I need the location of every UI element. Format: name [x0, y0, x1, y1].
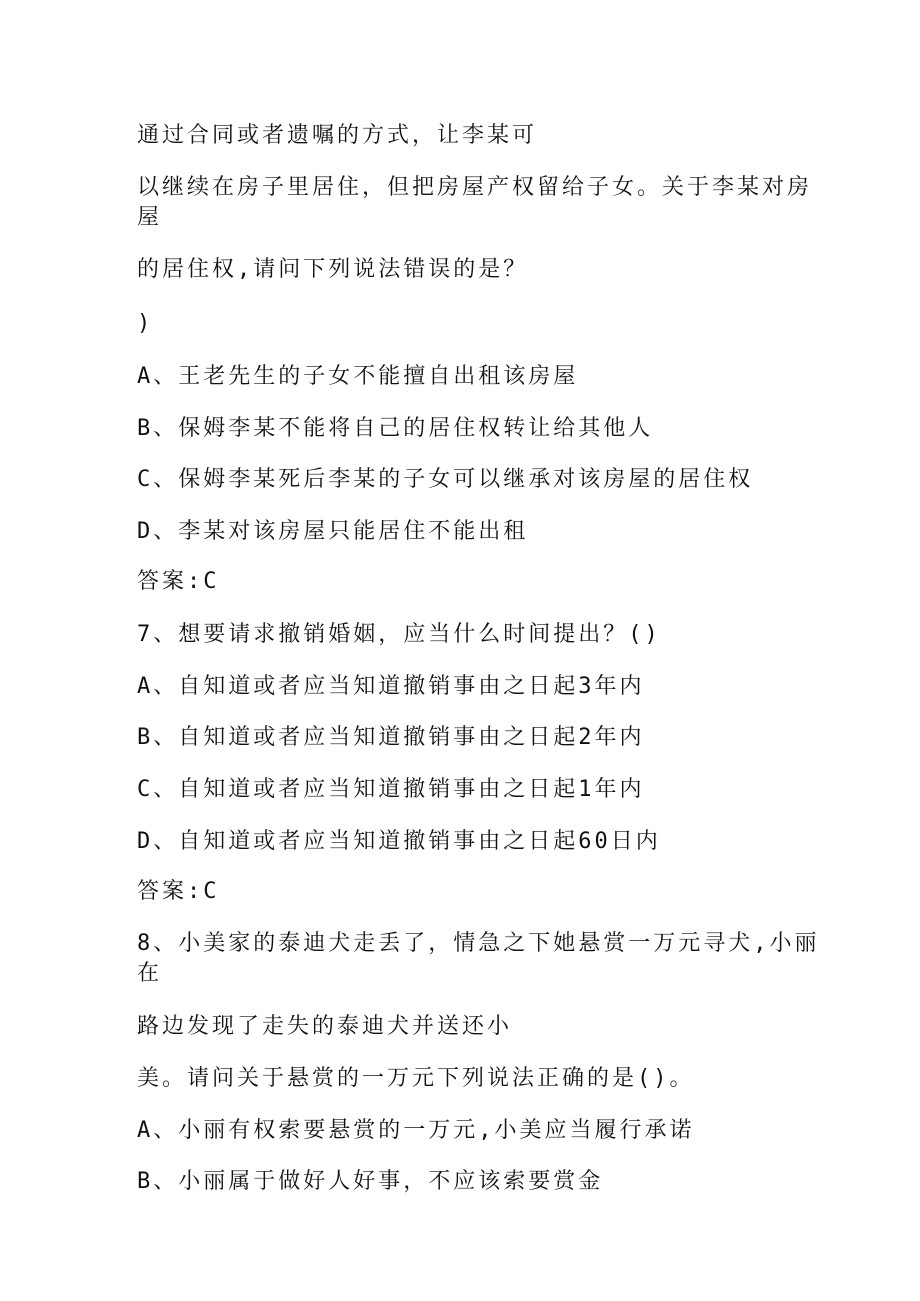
question-6-paren: ) — [137, 311, 154, 336]
question-7-option-a: A、自知道或者应当知道撤销事由之日起3年内 — [137, 674, 645, 699]
question-7-stem: 7、想要请求撤销婚姻，应当什么时间提出？() — [137, 622, 661, 647]
question-7-option-d: D、自知道或者应当知道撤销事由之日起60日内 — [137, 829, 661, 854]
text-line-intro-1: 通过合同或者遗嘱的方式，让李某可 — [137, 123, 538, 148]
question-6-answer: 答案:C — [137, 569, 220, 594]
question-6-option-d: D、李某对该房屋只能居住不能出租 — [137, 519, 529, 544]
question-6-option-b: B、保姆李某不能将自己的居住权转让给其他人 — [137, 416, 654, 441]
question-6-stem: 的居住权,请问下列说法错误的是？ — [137, 257, 529, 282]
question-7-answer: 答案:C — [137, 879, 220, 904]
question-8-stem-2: 在 — [137, 961, 163, 986]
question-8-option-a: A、小丽有权索要悬赏的一万元,小美应当履行承诺 — [137, 1118, 695, 1143]
question-8-option-b: B、小丽属于做好人好事，不应该索要赏金 — [137, 1169, 604, 1194]
question-7-option-c: C、自知道或者应当知道撤销事由之日起1年内 — [137, 777, 645, 802]
question-6-option-c: C、保姆李某死后李某的子女可以继承对该房屋的居住权 — [137, 467, 754, 492]
question-8-stem-3: 路边发现了走失的泰迪犬并送还小 — [137, 1014, 513, 1039]
question-7-option-b: B、自知道或者应当知道撤销事由之日起2年内 — [137, 725, 645, 750]
question-8-stem-1: 8、小美家的泰迪犬走丢了，情急之下她悬赏一万元寻犬,小丽 — [137, 931, 820, 956]
question-8-stem-4: 美。请问关于悬赏的一万元下列说法正确的是()。 — [137, 1066, 695, 1091]
question-6-option-a: A、王老先生的子女不能擅自出租该房屋 — [137, 364, 579, 389]
text-line-intro-2: 以继续在房子里居住，但把房屋产权留给子女。关于李某对房 — [137, 175, 813, 200]
text-line-intro-3: 屋 — [137, 205, 163, 230]
